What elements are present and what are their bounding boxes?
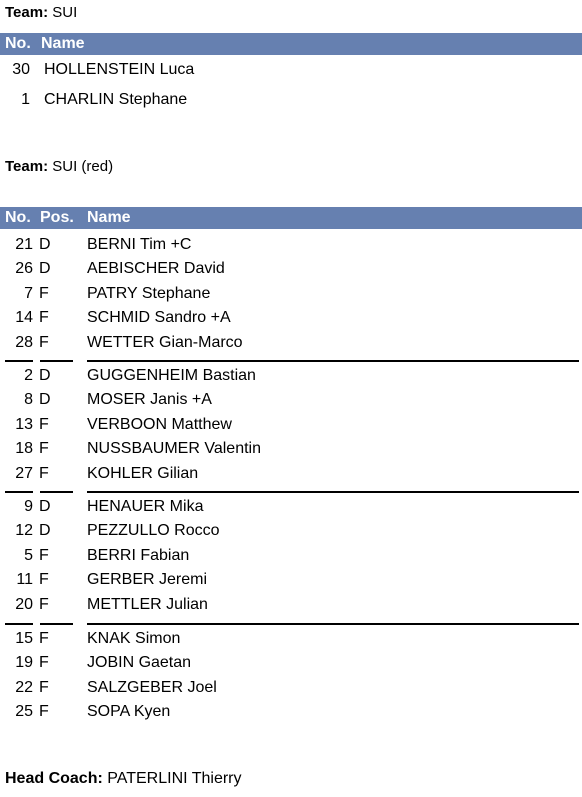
table-row [0, 61, 582, 85]
player-position: D [39, 260, 51, 277]
skater-team-line [5, 158, 113, 175]
player-number: 19 [15, 654, 33, 671]
player-number: 13 [15, 416, 33, 433]
line-separator [40, 491, 73, 493]
player-name: PATRY Stephane [87, 285, 211, 302]
player-position: F [39, 416, 49, 433]
player-number: 21 [15, 236, 33, 253]
player-number: 14 [15, 309, 33, 326]
player-number: 7 [24, 285, 33, 302]
player-number: 15 [15, 630, 33, 647]
header-pos: Pos. [40, 209, 74, 226]
player-number: 11 [16, 571, 33, 588]
player-position: D [39, 498, 51, 515]
player-position: F [39, 571, 49, 588]
line-separator [87, 623, 579, 625]
player-number: 28 [15, 334, 33, 351]
player-name: AEBISCHER David [87, 260, 225, 277]
player-position: F [39, 285, 49, 302]
player-position: D [39, 391, 51, 408]
header-no: No. [5, 35, 31, 52]
player-number: 1 [21, 91, 30, 108]
team-value: SUI (red) [52, 158, 114, 175]
line-separator [5, 623, 33, 625]
table-row [0, 440, 582, 464]
player-number: 2 [24, 367, 33, 384]
player-name: JOBIN Gaetan [87, 654, 192, 671]
head-coach-line [5, 770, 242, 788]
team-label: Team: [5, 4, 49, 21]
table-row [0, 236, 582, 260]
table-row [0, 630, 582, 654]
table-row [0, 391, 582, 415]
table-row [0, 334, 582, 358]
line-separator [87, 360, 579, 362]
goalie-team-line [5, 4, 77, 21]
player-name: SCHMID Sandro +A [87, 309, 231, 326]
table-row [0, 596, 582, 620]
player-position: F [39, 654, 49, 671]
player-name: CHARLIN Stephane [44, 91, 188, 108]
table-row [0, 260, 582, 284]
team-label: Team: [5, 158, 49, 175]
player-name: KOHLER Gilian [87, 465, 199, 482]
player-number: 8 [24, 391, 33, 408]
table-row [0, 679, 582, 703]
player-position: F [39, 465, 49, 482]
player-position: F [39, 440, 49, 457]
header-name: Name [41, 35, 85, 52]
table-row [0, 547, 582, 571]
player-name: SOPA Kyen [87, 703, 171, 720]
player-number: 20 [15, 596, 33, 613]
player-position: F [39, 703, 49, 720]
player-name: PEZZULLO Rocco [87, 522, 220, 539]
table-row [0, 285, 582, 309]
player-name: HENAUER Mika [87, 498, 204, 515]
line-separator [40, 360, 73, 362]
player-position: F [39, 309, 49, 326]
player-name: MOSER Janis +A [87, 391, 212, 408]
player-position: F [39, 630, 49, 647]
player-number: 27 [15, 465, 33, 482]
line-separator [87, 491, 579, 493]
player-name: VERBOON Matthew [87, 416, 232, 433]
coach-label: Head Coach: [5, 770, 103, 787]
table-row [0, 367, 582, 391]
player-number: 22 [15, 679, 33, 696]
player-number: 9 [24, 498, 33, 515]
player-position: F [39, 334, 49, 351]
player-name: KNAK Simon [87, 630, 181, 647]
table-row [0, 416, 582, 440]
header-name: Name [87, 209, 131, 226]
player-number: 12 [15, 522, 33, 539]
player-number: 26 [15, 260, 33, 277]
player-name: HOLLENSTEIN Luca [44, 61, 195, 78]
skater-table-header [0, 207, 582, 229]
player-name: GUGGENHEIM Bastian [87, 367, 256, 384]
player-name: BERNI Tim +C [87, 236, 192, 253]
table-row [0, 703, 582, 727]
player-name: BERRI Fabian [87, 547, 190, 564]
player-number: 18 [15, 440, 33, 457]
player-position: F [39, 679, 49, 696]
line-separator [5, 491, 33, 493]
table-row [0, 522, 582, 546]
table-row [0, 571, 582, 595]
goalie-table-header [0, 33, 582, 55]
line-separator [5, 360, 33, 362]
header-no: No. [5, 209, 31, 226]
player-name: SALZGEBER Joel [87, 679, 217, 696]
player-position: F [39, 596, 49, 613]
player-position: D [39, 522, 51, 539]
table-row [0, 91, 582, 115]
player-position: D [39, 367, 51, 384]
table-row [0, 465, 582, 489]
player-position: D [39, 236, 51, 253]
player-name: METTLER Julian [87, 596, 208, 613]
team-value: SUI [52, 4, 78, 21]
table-row [0, 498, 582, 522]
line-separator [40, 623, 73, 625]
player-number: 5 [24, 547, 33, 564]
coach-name: PATERLINI Thierry [107, 770, 242, 787]
player-name: NUSSBAUMER Valentin [87, 440, 261, 457]
player-number: 30 [12, 61, 30, 78]
player-position: F [39, 547, 49, 564]
table-row [0, 309, 582, 333]
player-number: 25 [15, 703, 33, 720]
player-name: GERBER Jeremi [87, 571, 208, 588]
player-name: WETTER Gian-Marco [87, 334, 243, 351]
table-row [0, 654, 582, 678]
